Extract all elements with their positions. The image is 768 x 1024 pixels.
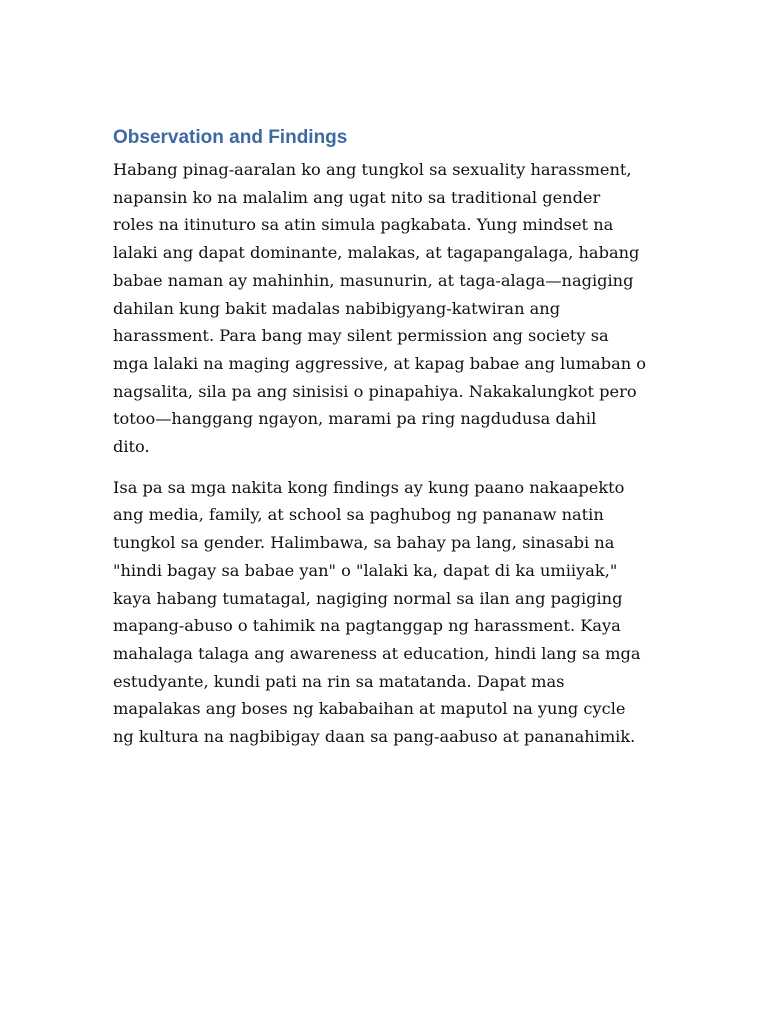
text-line: tungkol sa gender. Halimbawa, sa bahay pa lang, sinasabi na (113, 533, 615, 553)
text-line: mga lalaki na maging aggressive, at kapag babae ang lumaban o (113, 353, 647, 373)
body-paragraph (113, 156, 661, 461)
text-line: ng kultura na nagbibigay daan sa pang-aabuso at pananahimik. (113, 727, 636, 747)
text-line: estudyante, kundi pati na rin sa matatanda. Dapat mas (113, 671, 565, 691)
text-line: napansin ko na malalim ang ugat nito sa traditional gender (113, 187, 601, 207)
text-line: dito. (113, 437, 150, 457)
text-line: ang media, family, at school sa paghubog ng pananaw natin (113, 505, 604, 525)
body-paragraph (113, 474, 661, 751)
text-line: roles na itinuturo sa atin simula pagkabata. Yung mindset na (113, 215, 614, 235)
text-line: nagsalita, sila pa ang sinisisi o pinapahiya. Nakakalungkot pero (113, 381, 637, 401)
text-line: "hindi bagay sa babae yan" o "lalaki ka, dapat di ka umiiyak," (113, 560, 618, 580)
section-heading: Observation and Findings (113, 127, 348, 148)
text-line: mahalaga talaga ang awareness at education, hindi lang sa mga (113, 643, 641, 663)
text-line: lalaki ang dapat dominante, malakas, at tagapangalaga, habang (113, 243, 640, 263)
text-line: Habang pinag-aaralan ko ang tungkol sa sexuality harassment, (113, 160, 632, 179)
text-line: dahilan kung bakit madalas nabibigyang-katwiran ang (113, 298, 561, 318)
text-line: kaya habang tumatagal, nagiging normal sa ilan ang pagiging (113, 588, 623, 608)
paragraphs-container (113, 156, 661, 751)
text-line: Isa pa sa mga nakita kong findings ay kung paano nakaapekto (113, 477, 625, 497)
text-line: mapang-abuso o tahimik na pagtanggap ng harassment. Kaya (113, 616, 621, 636)
text-line: totoo—hanggang ngayon, marami pa ring nagdudusa dahil (113, 409, 597, 429)
text-line: mapalakas ang boses ng kababaihan at maputol na yung cycle (113, 699, 626, 719)
text-line: harassment. Para bang may silent permission ang society sa (113, 326, 609, 346)
document-body (113, 124, 661, 751)
text-line: babae naman ay mahinhin, masunurin, at taga-alaga—nagiging (113, 270, 634, 290)
